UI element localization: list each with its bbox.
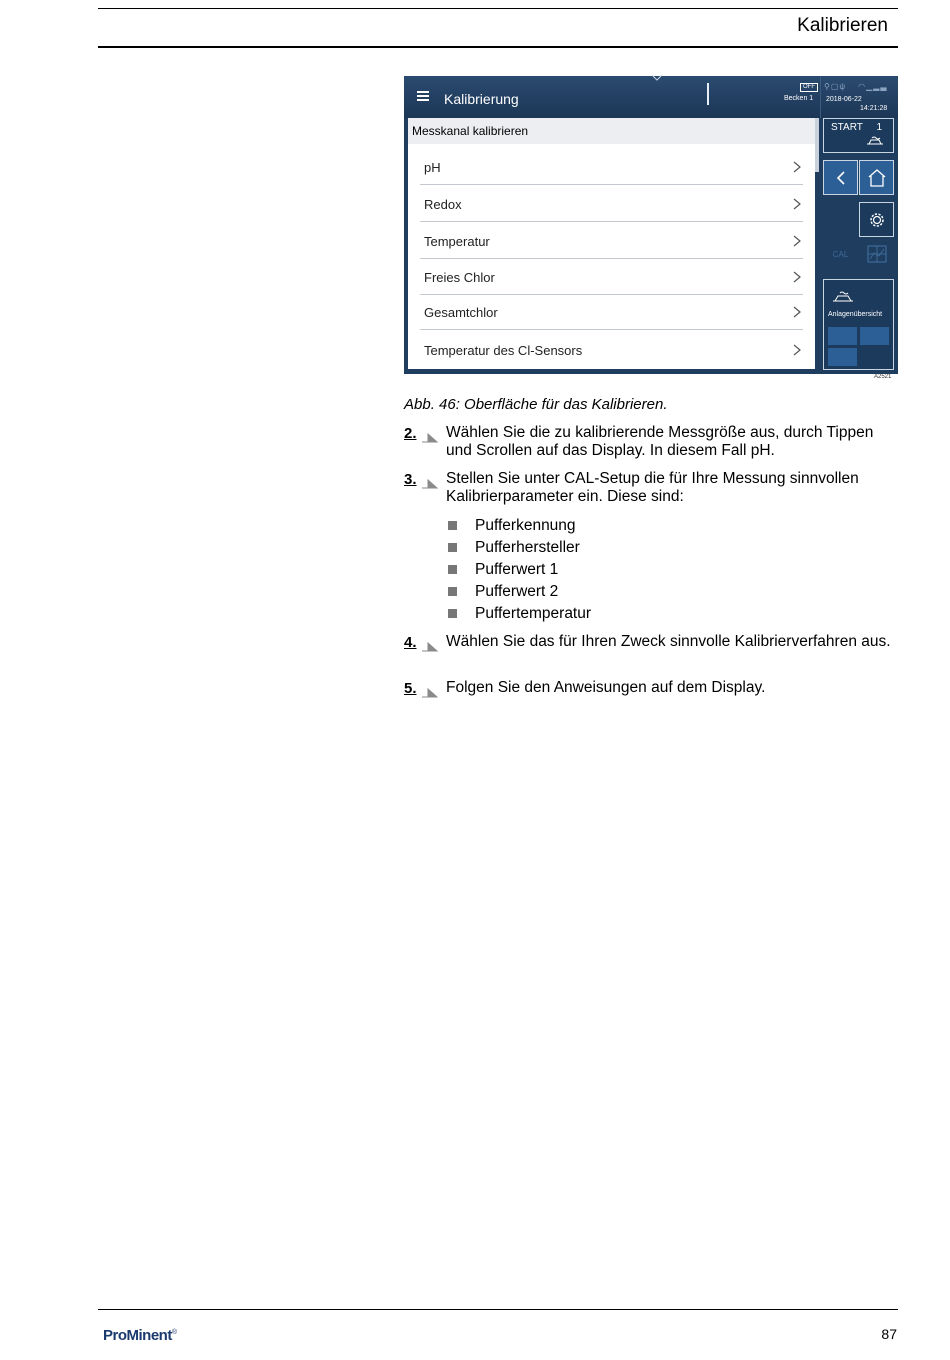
- topbar-separator: [820, 76, 821, 118]
- basin-label: Becken 1: [784, 95, 814, 102]
- bullet-marker: [448, 609, 457, 618]
- list-item[interactable]: [420, 332, 803, 368]
- overview-tile: [828, 348, 857, 366]
- start-button[interactable]: [823, 118, 894, 153]
- list-item[interactable]: [420, 149, 803, 185]
- top-rule-thin: [98, 8, 898, 9]
- chevron-left-icon: [836, 171, 846, 185]
- device-time: 14:21:28: [860, 105, 888, 112]
- device-screenshot: [404, 76, 898, 374]
- list-item[interactable]: [420, 223, 803, 259]
- user-icon: ⚲: [824, 82, 831, 91]
- home-button[interactable]: [859, 160, 894, 195]
- document-icon: ▢: [830, 82, 840, 91]
- device-topbar: [404, 76, 898, 118]
- list-item-label: Temperatur des Cl-Sensors: [424, 343, 583, 358]
- footer-rule: [98, 1309, 898, 1310]
- pool-icon: [866, 135, 884, 145]
- pool-icon: [832, 290, 854, 302]
- overview-tile: [828, 327, 857, 345]
- step-number: 2.: [404, 425, 417, 442]
- list-item[interactable]: [420, 186, 803, 222]
- cal-button[interactable]: CAL: [832, 250, 849, 259]
- top-rule-thick: [98, 46, 898, 48]
- bullet-marker: [448, 565, 457, 574]
- list-item[interactable]: [420, 294, 803, 330]
- chart-grid-icon: [867, 245, 887, 263]
- status-icons: [824, 82, 888, 91]
- back-button[interactable]: [823, 160, 858, 195]
- list-scrollbar[interactable]: [815, 118, 819, 172]
- page-number: 87: [881, 1326, 897, 1342]
- chevron-right-icon: [793, 198, 801, 210]
- figure-caption: Abb. 46: Oberfläche für das Kalibrieren.: [404, 396, 668, 413]
- menu-icon[interactable]: [417, 91, 429, 101]
- bullet-item: Puffertemperatur: [475, 605, 592, 622]
- list-item-label: Temperatur: [424, 234, 490, 249]
- home-icon: [867, 168, 887, 187]
- bullet-item: Pufferkennung: [475, 517, 576, 534]
- gear-icon: [867, 210, 887, 230]
- chapter-title: Kalibrieren: [797, 15, 888, 36]
- step-number: 4.: [404, 634, 417, 651]
- chevron-right-icon: [793, 161, 801, 173]
- step-text: Wählen Sie die zu kalibrierende Messgröße aus, durch Tippen und Scrollen auf das Display. In diesem Fall pH.: [446, 424, 874, 459]
- step-text: Stellen Sie unter CAL-Setup die für Ihre Messung sinnvollen Kalibrierparameter ein. Diese sind:: [446, 470, 859, 505]
- device-side-panel: [823, 118, 895, 370]
- channel-list-panel: [408, 118, 815, 369]
- bullet-marker: [448, 543, 457, 552]
- prominent-logo: ProMinent®: [103, 1327, 177, 1344]
- trend-button[interactable]: [859, 238, 894, 272]
- step-number: 3.: [404, 471, 417, 488]
- bullet-marker: [448, 521, 457, 530]
- start-number: 1: [876, 122, 882, 133]
- start-label: START: [831, 122, 863, 133]
- device-app-title: Kalibrierung: [444, 91, 519, 107]
- plant-label: Anlagenübersicht: [828, 311, 883, 318]
- step-arrow-icon: [422, 433, 438, 443]
- list-item-label: Freies Chlor: [424, 270, 495, 285]
- step-number: 5.: [404, 680, 417, 697]
- step-arrow-icon: [422, 479, 438, 489]
- overview-tile: [860, 327, 889, 345]
- list-item-label: pH: [424, 160, 441, 175]
- step-arrow-icon: [422, 688, 438, 698]
- signal-icon: ▁▂▃: [866, 82, 888, 91]
- list-item-label: Redox: [424, 197, 462, 212]
- bullet-item: Pufferwert 2: [475, 583, 559, 600]
- list-item[interactable]: [420, 259, 803, 295]
- off-badge: OFF: [800, 83, 818, 92]
- pulldown-chevron-icon[interactable]: [652, 75, 662, 81]
- usb-icon: ψ: [839, 82, 847, 91]
- step-text: Wählen Sie das für Ihren Zweck sinnvolle Kalibrierverfahren aus.: [446, 633, 891, 650]
- wifi-icon: ◠: [858, 82, 867, 91]
- step-text: Folgen Sie den Anweisungen auf dem Display.: [446, 679, 766, 696]
- bullet-marker: [448, 587, 457, 596]
- chevron-right-icon: [793, 344, 801, 356]
- step-arrow-icon: [422, 642, 438, 652]
- bullet-item: Pufferwert 1: [475, 561, 559, 578]
- device-date: 2018-06-22: [826, 96, 862, 103]
- chevron-right-icon: [793, 235, 801, 247]
- chevron-right-icon: [793, 306, 801, 318]
- logo-text: ProMinent: [103, 1327, 172, 1344]
- figure-code: A2521: [874, 374, 892, 380]
- plant-overview-button[interactable]: [823, 279, 894, 370]
- bullet-item: Pufferhersteller: [475, 539, 580, 556]
- settings-button[interactable]: [859, 202, 894, 237]
- chevron-right-icon: [793, 271, 801, 283]
- list-header: Messkanal kalibrieren: [408, 118, 815, 144]
- topbar-divider: [707, 83, 709, 105]
- list-item-label: Gesamtchlor: [424, 305, 498, 320]
